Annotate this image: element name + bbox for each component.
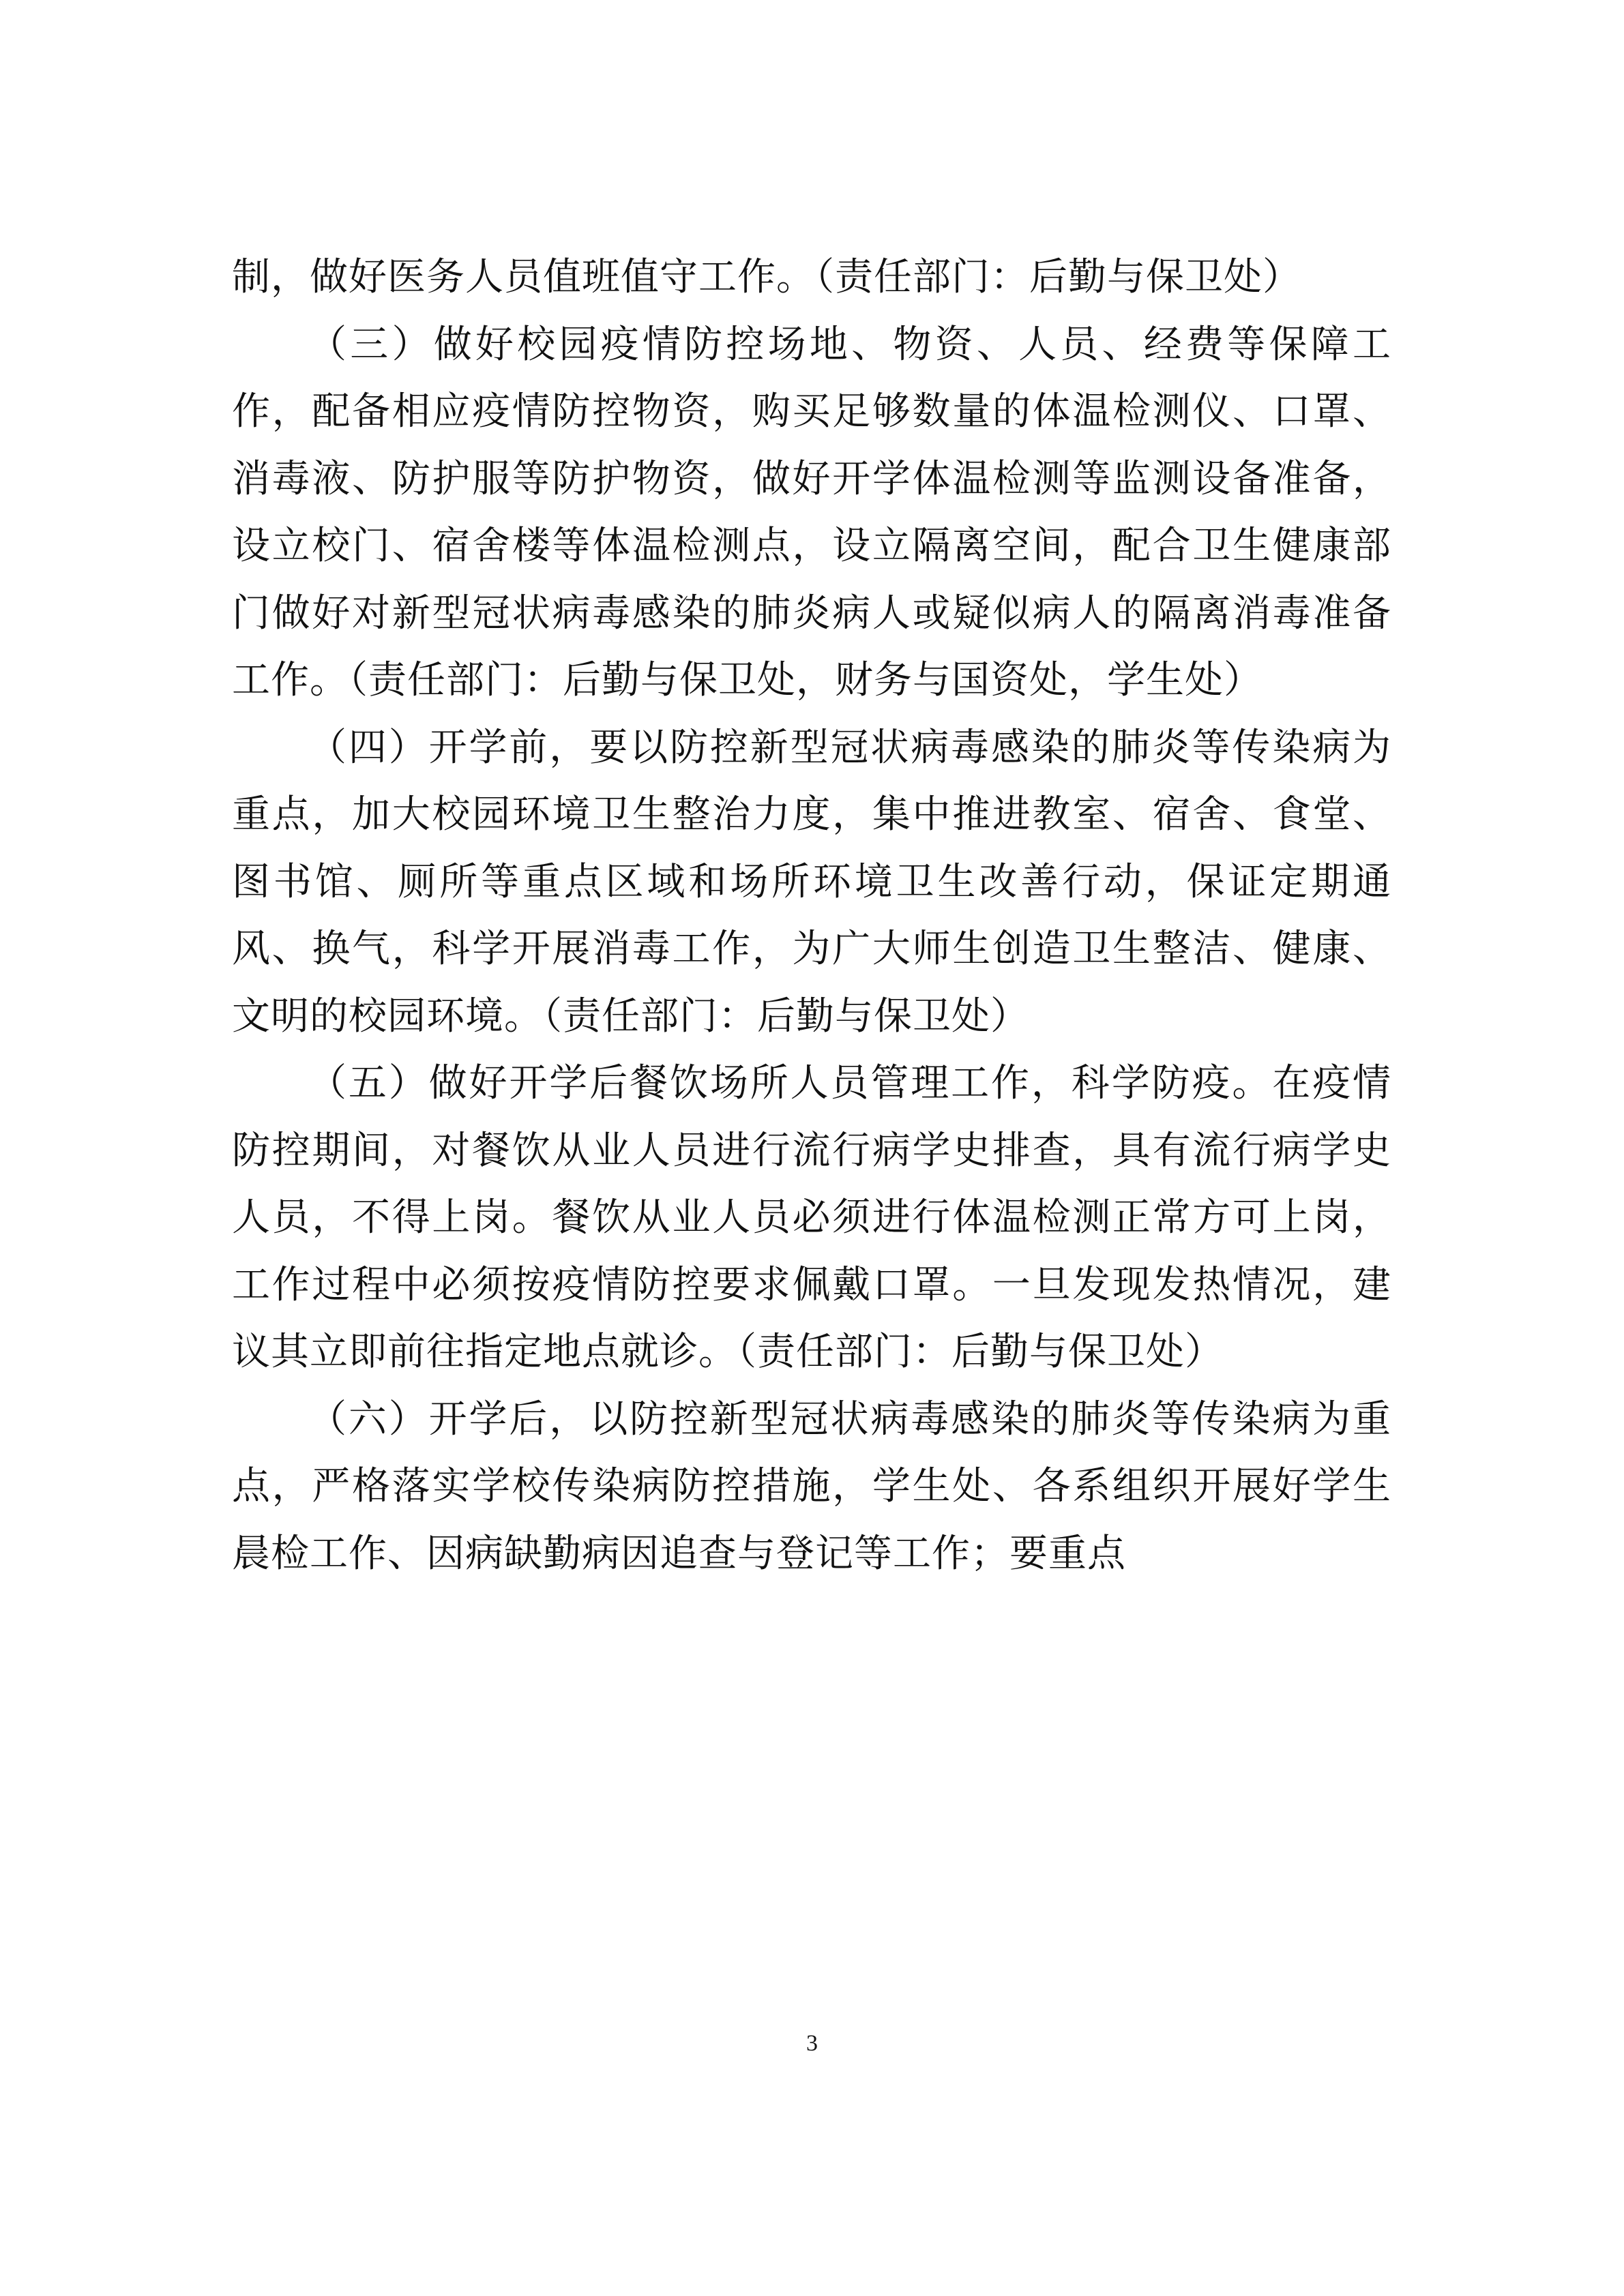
body-text: [232, 244, 1391, 1587]
paragraph-section-5: （五）做好开学后餐饮场所人员管理工作，科学防疫。在疫情防控期间，对餐饮从业人员进行流行病学史排查，具有流行病学史人员，不得上岗。餐饮从业人员必须进行体温检测正常方可上岗，工作过程中必须按疫情防控要求佩戴口罩。一旦发现发热情况，建议其立即前往指定地点就诊。（责任部门：后勤与保卫处）: [232, 1061, 1391, 1374]
paragraph-section-4: （四）开学前，要以防控新型冠状病毒感染的肺炎等传染病为重点，加大校园环境卫生整治力度，集中推进教室、宿舍、食堂、图书馆、厕所等重点区域和场所环境卫生改善行动，保证定期通风、换气，科学开展消毒工作，为广大师生创造卫生整洁、健康、文明的校园环境。（责任部门：后勤与保卫处）: [232, 725, 1391, 1039]
paragraph-section-3: （三）做好校园疫情防控场地、物资、人员、经费等保障工作，配备相应疫情防控物资，购买足够数量的体温检测仪、口罩、消毒液、防护服等防护物资，做好开学体温检测等监测设备准备，设立校门、宿舍楼等体温检测点，设立隔离空间，配合卫生健康部门做好对新型冠状病毒感染的肺炎病人或疑似病人的隔离消毒准备工作。（责任部门：后勤与保卫处，财务与国资处，学生处）: [232, 322, 1391, 702]
paragraph-section-6: （六）开学后，以防控新型冠状病毒感染的肺炎等传染病为重点，严格落实学校传染病防控措施，学生处、各系组织开展好学生晨检工作、因病缺勤病因追查与登记等工作；要重点: [232, 1397, 1391, 1576]
paragraph-continuation: 制，做好医务人员值班值守工作。（责任部门：后勤与保卫处）: [232, 255, 1301, 299]
page-number: 3: [806, 2031, 818, 2056]
